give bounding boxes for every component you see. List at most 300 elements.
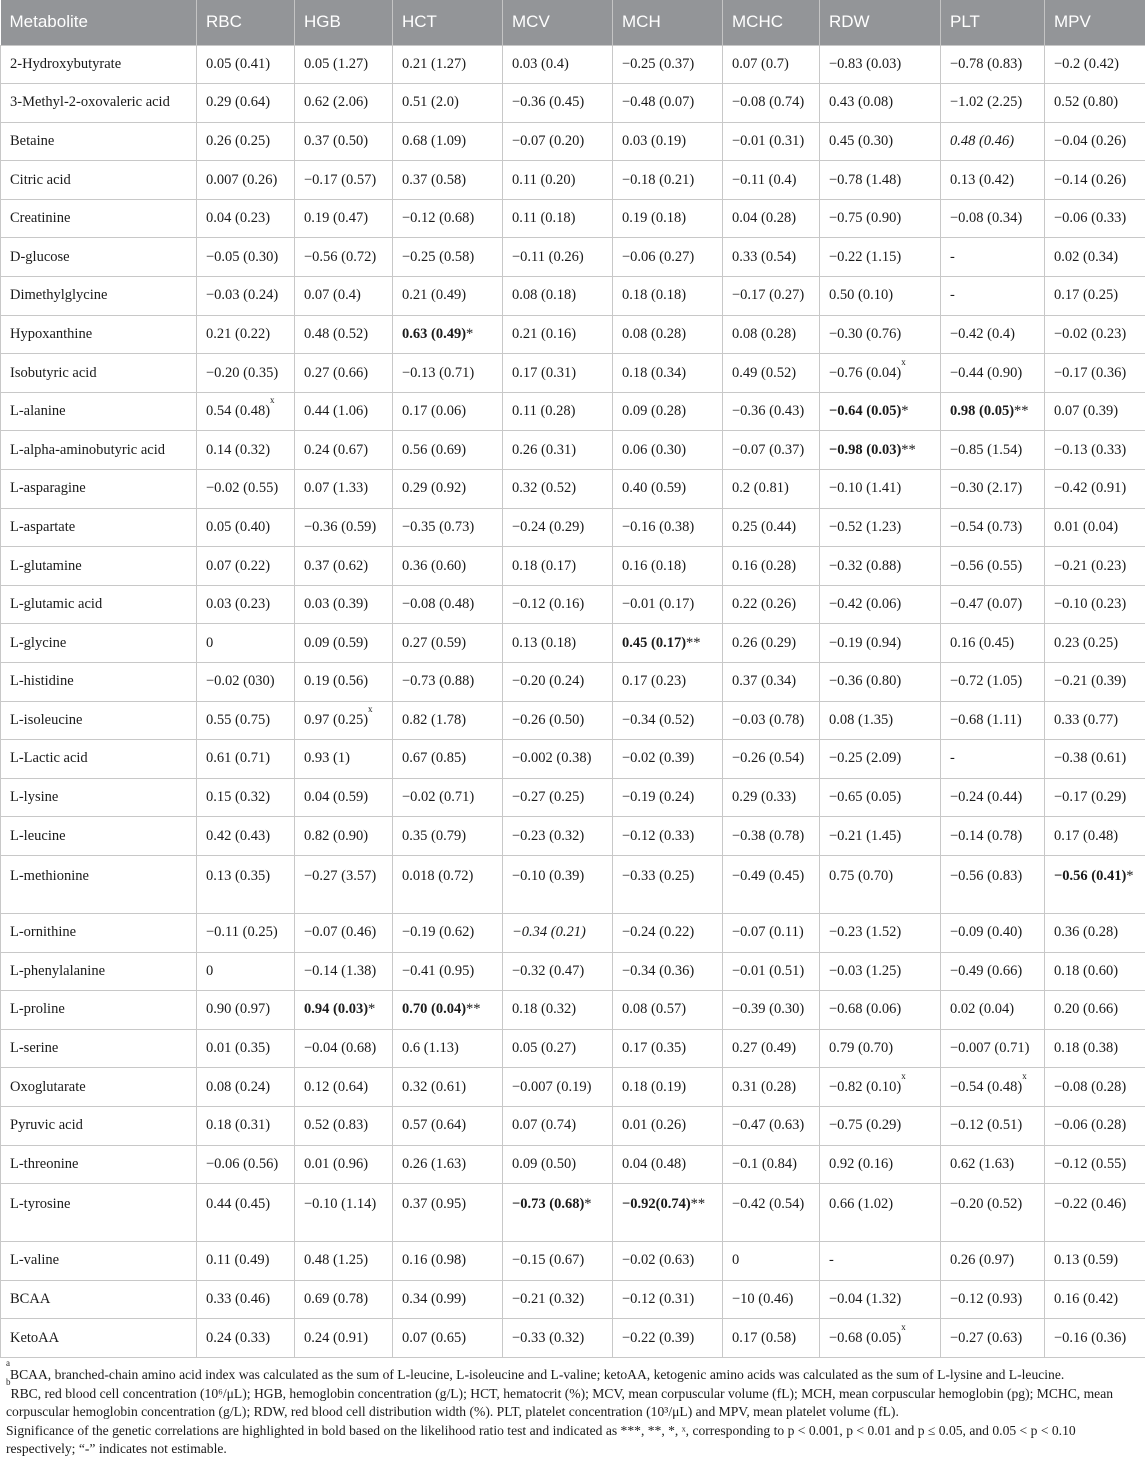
correlation-cell (295, 199, 393, 238)
cell-value: 0.07 (0.22) (206, 557, 271, 574)
correlation-cell (613, 199, 723, 238)
cell-value: −0.02 (030) (206, 673, 275, 690)
correlation-cell (941, 1106, 1045, 1145)
cell-value: −0.54 (0.73) (950, 518, 1023, 535)
correlation-cell (503, 855, 613, 913)
cell-value: 0.75 (0.70) (829, 867, 894, 884)
column-header: MCHC (723, 0, 820, 45)
metabolite-name (1, 1068, 197, 1107)
correlation-cell (613, 1029, 723, 1068)
cell-value: −0.10 (0.39) (512, 867, 585, 884)
column-header: MCV (503, 0, 613, 45)
correlation-cell (1045, 855, 1145, 913)
table-row (1, 84, 1145, 123)
cell-value: L-ornithine (10, 924, 77, 941)
cell-value: 0.42 (0.43) (206, 827, 271, 844)
metabolite-name (1, 1242, 197, 1281)
correlation-cell (941, 913, 1045, 952)
cell-value: 0.13 (0.18) (512, 634, 577, 651)
cell-value: −0.08 (0.74) (732, 94, 805, 111)
cell-value: −0.36 (0.43) (732, 403, 805, 420)
cell-value: −0.41 (0.95) (402, 962, 475, 979)
cell-value: −0.16 (0.36) (1054, 1329, 1127, 1346)
correlation-cell (1045, 1029, 1145, 1068)
correlation-cell (723, 392, 820, 431)
cell-value: −0.12 (0.16) (512, 596, 585, 613)
correlation-cell (723, 952, 820, 991)
metabolite-name (1, 277, 197, 316)
correlation-cell (613, 913, 723, 952)
correlation-cell (1045, 199, 1145, 238)
significance-marker: x (270, 395, 275, 406)
cell-value: −0.06 (0.33) (1054, 210, 1127, 227)
metabolite-name (1, 913, 197, 952)
cell-value: L-aspartate (10, 518, 76, 535)
correlation-cell (820, 122, 941, 161)
cell-value: 0.19 (0.56) (304, 673, 369, 690)
correlation-cell (723, 740, 820, 779)
correlation-cell (1045, 45, 1145, 84)
cell-value: 0.23 (0.25) (1054, 634, 1119, 651)
cell-value: −0.07 (0.20) (512, 132, 585, 149)
correlation-cell (1045, 470, 1145, 509)
correlation-cell (295, 585, 393, 624)
cell-value: 0.13 (0.42) (950, 171, 1015, 188)
significance-marker: x (1022, 1070, 1027, 1081)
metabolite-name (1, 663, 197, 702)
column-header: MPV (1054, 12, 1091, 32)
cell-value: 0.29 (0.64) (206, 94, 271, 111)
cell-value: 0.11 (0.20) (512, 171, 576, 188)
cell-value: −0.47 (0.07) (950, 596, 1023, 613)
correlation-cell (820, 470, 941, 509)
cell-value: −0.01 (0.51) (732, 962, 805, 979)
cell-value: 0.33 (0.77) (1054, 711, 1119, 728)
correlation-cell (295, 1145, 393, 1184)
correlation-cell (197, 1319, 295, 1358)
cell-value: 0.54 (0.48) (206, 403, 271, 420)
significance-marker: x (901, 1070, 906, 1081)
cell-value: 0.07 (0.74) (512, 1117, 577, 1134)
correlation-cell (941, 238, 1045, 277)
cell-value: −1.02 (2.25) (950, 94, 1023, 111)
cell-value: L-threonine (10, 1155, 79, 1172)
cell-value: −0.15 (0.67) (512, 1252, 585, 1269)
correlation-cell (503, 817, 613, 856)
cell-value: −0.12 (0.68) (402, 210, 475, 227)
cell-value: 0.08 (1.35) (829, 711, 894, 728)
cell-value: 0.49 (0.52) (732, 364, 797, 381)
correlation-cell (295, 470, 393, 509)
correlation-cell (941, 701, 1045, 740)
cell-value: 0.03 (0.23) (206, 596, 271, 613)
correlation-cell (613, 238, 723, 277)
correlation-cell (613, 277, 723, 316)
significance-marker: ** (1014, 403, 1029, 420)
cell-value: −0.06 (0.56) (206, 1155, 279, 1172)
correlation-cell (503, 1029, 613, 1068)
correlation-cell (197, 740, 295, 779)
metabolite-name (1, 122, 197, 161)
cell-value: 0.17 (0.58) (732, 1329, 797, 1346)
correlation-cell (1045, 161, 1145, 200)
correlation-cell (197, 1029, 295, 1068)
metabolite-name (1, 1280, 197, 1319)
cell-value: 0.21 (0.49) (402, 287, 467, 304)
correlation-cell (613, 855, 723, 913)
correlation-cell (295, 84, 393, 123)
correlation-cell (613, 701, 723, 740)
correlation-cell (295, 354, 393, 393)
cell-value: −0.34 (0.21) (512, 924, 586, 941)
correlation-cell (393, 238, 503, 277)
cell-value: −0.42 (0.06) (829, 596, 902, 613)
cell-value: −0.48 (0.07) (622, 94, 695, 111)
cell-value: - (950, 287, 955, 304)
correlation-cell (197, 277, 295, 316)
cell-value: 0.01 (0.35) (206, 1040, 271, 1057)
correlation-cell (820, 740, 941, 779)
cell-value: −0.92(0.74) (622, 1196, 691, 1213)
correlation-cell (295, 1029, 393, 1068)
cell-value: −0.06 (0.28) (1054, 1117, 1127, 1134)
metabolite-name (1, 84, 197, 123)
significance-marker: x (901, 356, 906, 367)
cell-value: 0.62 (1.63) (950, 1155, 1015, 1172)
correlation-cell (613, 778, 723, 817)
table-header (1, 0, 1145, 45)
correlation-cell (820, 1029, 941, 1068)
cell-value: 0.18 (0.19) (622, 1078, 687, 1095)
cell-value: KetoAA (10, 1329, 60, 1346)
cell-value: −0.05 (0.30) (206, 248, 279, 265)
cell-value: −0.06 (0.27) (622, 248, 695, 265)
cell-value: 0.09 (0.50) (512, 1155, 577, 1172)
cell-value: −0.32 (0.47) (512, 962, 585, 979)
correlation-cell (941, 45, 1045, 84)
cell-value: −0.19 (0.24) (622, 789, 695, 806)
cell-value: Hypoxanthine (10, 325, 93, 342)
cell-value: −0.17 (0.57) (304, 171, 377, 188)
cell-value: 0.45 (0.17) (622, 634, 687, 651)
cell-value: Creatinine (10, 210, 71, 227)
cell-value: −0.36 (0.80) (829, 673, 902, 690)
cell-value: 2-Hydroxybutyrate (10, 55, 122, 72)
correlation-cell (723, 1242, 820, 1281)
correlation-cell (820, 778, 941, 817)
cell-value: −0.02 (0.71) (402, 789, 475, 806)
column-header: RDW (820, 0, 941, 45)
cell-value: −0.64 (0.05) (829, 403, 902, 420)
cell-value: 0.15 (0.32) (206, 789, 271, 806)
correlation-cell (197, 855, 295, 913)
cell-value: 0.48 (0.46) (950, 132, 1015, 149)
cell-value: 0.09 (0.28) (622, 403, 687, 420)
cell-value: 0.04 (0.28) (732, 210, 797, 227)
cell-value: −0.38 (0.78) (732, 827, 805, 844)
table-row (1, 1068, 1145, 1107)
correlation-cell (503, 1280, 613, 1319)
cell-value: 0.22 (0.26) (732, 596, 797, 613)
metabolite-name (1, 470, 197, 509)
cell-value: 0.27 (0.49) (732, 1040, 797, 1057)
cell-value: −0.83 (0.03) (829, 55, 902, 72)
metabolite-name (1, 952, 197, 991)
correlation-cell (197, 701, 295, 740)
correlation-cell (197, 1145, 295, 1184)
cell-value: BCAA (10, 1291, 51, 1308)
correlation-cell (941, 161, 1045, 200)
significance-marker: * (1126, 867, 1134, 884)
cell-value: 0.56 (0.69) (402, 441, 467, 458)
correlation-cell (820, 817, 941, 856)
correlation-cell (503, 547, 613, 586)
correlation-cell (393, 855, 503, 913)
cell-value: 0.57 (0.64) (402, 1117, 467, 1134)
correlation-cell (1045, 1106, 1145, 1145)
correlation-cell (503, 1145, 613, 1184)
cell-value: 0.16 (0.42) (1054, 1291, 1119, 1308)
correlation-cell (393, 161, 503, 200)
cell-value: 0.03 (0.19) (622, 132, 687, 149)
correlation-cell (295, 778, 393, 817)
table-row (1, 547, 1145, 586)
correlation-cell (941, 663, 1045, 702)
correlation-cell (723, 1319, 820, 1358)
table-row (1, 855, 1145, 913)
cell-value: −0.78 (0.83) (950, 55, 1023, 72)
correlation-cell (393, 354, 503, 393)
correlation-cell (1045, 1319, 1145, 1358)
cell-value: 0.6 (1.13) (402, 1040, 459, 1057)
correlation-cell (820, 199, 941, 238)
correlation-cell (197, 585, 295, 624)
cell-value: 0.07 (0.7) (732, 55, 789, 72)
correlation-cell (393, 913, 503, 952)
correlation-cell (295, 855, 393, 913)
correlation-cell (1045, 315, 1145, 354)
correlation-cell (723, 701, 820, 740)
correlation-cell (723, 991, 820, 1030)
correlation-cell (941, 1280, 1045, 1319)
correlation-cell (723, 778, 820, 817)
cell-value: 0.05 (0.41) (206, 55, 271, 72)
correlation-cell (941, 277, 1045, 316)
correlation-cell (197, 431, 295, 470)
correlation-cell (503, 161, 613, 200)
correlation-cell (820, 547, 941, 586)
cell-value: −0.75 (0.90) (829, 210, 902, 227)
correlation-cell (1045, 1068, 1145, 1107)
cell-value: −0.22 (0.39) (622, 1329, 695, 1346)
correlation-cell (393, 84, 503, 123)
cell-value: −0.1 (0.84) (732, 1155, 797, 1172)
cell-value: −0.01 (0.17) (622, 596, 695, 613)
correlation-cell (820, 354, 941, 393)
cell-value: −0.02 (0.63) (622, 1252, 695, 1269)
column-header: HCT (393, 0, 503, 45)
correlation-cell (613, 161, 723, 200)
cell-value: 0.07 (0.65) (402, 1329, 467, 1346)
cell-value: 0.01 (0.96) (304, 1155, 369, 1172)
cell-value: −0.36 (0.59) (304, 518, 377, 535)
cell-value: −0.24 (0.29) (512, 518, 585, 535)
cell-value: 0.16 (0.45) (950, 634, 1015, 651)
correlation-cell (393, 1145, 503, 1184)
cell-value: 0.35 (0.79) (402, 827, 467, 844)
correlation-cell (503, 991, 613, 1030)
cell-value: −0.73 (0.88) (402, 673, 475, 690)
significance-marker: ** (690, 1196, 706, 1213)
correlation-cell (723, 1068, 820, 1107)
cell-value: 0.2 (0.81) (732, 480, 789, 497)
correlation-cell (613, 1068, 723, 1107)
cell-value: −0.47 (0.63) (732, 1117, 805, 1134)
cell-value: 0.26 (0.31) (512, 441, 577, 458)
cell-value: 0.34 (0.99) (402, 1291, 467, 1308)
correlation-cell (197, 1280, 295, 1319)
cell-value: 0.82 (0.90) (304, 827, 369, 844)
correlation-cell (503, 277, 613, 316)
cell-value: −0.82 (0.10) (829, 1078, 902, 1095)
correlation-cell (723, 817, 820, 856)
correlation-cell (197, 508, 295, 547)
correlation-cell (613, 84, 723, 123)
cell-value: 0.16 (0.18) (622, 557, 687, 574)
correlation-cell (723, 238, 820, 277)
correlation-cell (941, 817, 1045, 856)
correlation-cell (820, 84, 941, 123)
correlation-cell (613, 952, 723, 991)
cell-value: 0.20 (0.66) (1054, 1001, 1119, 1018)
correlation-cell (295, 663, 393, 702)
cell-value: 0.61 (0.71) (206, 750, 271, 767)
cell-value: −0.17 (0.29) (1054, 789, 1127, 806)
cell-value: Citric acid (10, 171, 71, 188)
cell-value: −0.07 (0.37) (732, 441, 805, 458)
cell-value: 0.25 (0.44) (732, 518, 797, 535)
cell-value: −0.68 (0.06) (829, 1001, 902, 1018)
footnote-b-mark: b (6, 1376, 11, 1387)
cell-value: −0.11 (0.4) (732, 171, 797, 188)
correlation-cell (503, 315, 613, 354)
correlation-cell (723, 431, 820, 470)
cell-value: −0.23 (1.52) (829, 924, 902, 941)
cell-value: 0.94 (0.03) (304, 1001, 369, 1018)
cell-value: 0.17 (0.23) (622, 673, 687, 690)
significance-marker: * (584, 1196, 592, 1213)
cell-value: 0.27 (0.66) (304, 364, 369, 381)
correlation-cell (295, 431, 393, 470)
correlation-cell (613, 585, 723, 624)
metabolite-name (1, 508, 197, 547)
correlation-cell (503, 663, 613, 702)
correlation-cell (1045, 952, 1145, 991)
cell-value: 0.45 (0.30) (829, 132, 894, 149)
cell-value: 0.37 (0.50) (304, 132, 369, 149)
correlation-cell (295, 1319, 393, 1358)
cell-value: −0.26 (0.50) (512, 711, 585, 728)
correlation-cell (1045, 663, 1145, 702)
correlation-cell (941, 1029, 1045, 1068)
correlation-cell (820, 855, 941, 913)
cell-value: −0.02 (0.55) (206, 480, 279, 497)
cell-value: L-tyrosine (10, 1196, 71, 1213)
cell-value: −0.03 (0.78) (732, 711, 805, 728)
cell-value: 0.07 (1.33) (304, 480, 369, 497)
metabolite-name (1, 161, 197, 200)
correlation-cell (197, 991, 295, 1030)
correlation-cell (820, 1184, 941, 1242)
correlation-cell (941, 585, 1045, 624)
correlation-cell (1045, 740, 1145, 779)
correlation-cell (197, 45, 295, 84)
table-row (1, 701, 1145, 740)
table-row (1, 778, 1145, 817)
cell-value: 0.26 (0.97) (950, 1252, 1015, 1269)
metabolite-name (1, 991, 197, 1030)
cell-value: 0.21 (1.27) (402, 55, 467, 72)
cell-value: −0.72 (1.05) (950, 673, 1023, 690)
correlation-cell (503, 1319, 613, 1358)
cell-value: 0.43 (0.08) (829, 94, 894, 111)
correlation-cell (295, 392, 393, 431)
correlation-cell (1045, 585, 1145, 624)
correlation-cell (393, 547, 503, 586)
correlation-cell (941, 778, 1045, 817)
cell-value: −0.13 (0.71) (402, 364, 475, 381)
cell-value: 3-Methyl-2-oxovaleric acid (10, 94, 170, 111)
cell-value: 0.62 (2.06) (304, 94, 369, 111)
cell-value: 0.37 (0.62) (304, 557, 369, 574)
correlation-cell (723, 277, 820, 316)
cell-value: 0.01 (0.04) (1054, 518, 1119, 535)
correlation-cell (197, 624, 295, 663)
cell-value: 0.08 (0.24) (206, 1078, 271, 1095)
cell-value: 0.007 (0.26) (206, 171, 278, 188)
cell-value: 0.18 (0.32) (512, 1001, 577, 1018)
correlation-cell (613, 470, 723, 509)
correlation-cell (295, 277, 393, 316)
correlation-cell (393, 392, 503, 431)
cell-value: −0.20 (0.35) (206, 364, 279, 381)
correlation-cell (941, 1068, 1045, 1107)
correlation-cell (295, 547, 393, 586)
correlation-cell (295, 913, 393, 952)
metabolite-name (1, 1184, 197, 1242)
correlation-cell (197, 1184, 295, 1242)
cell-value: −0.56 (0.72) (304, 248, 377, 265)
cell-value: L-glutamine (10, 557, 82, 574)
cell-value: −0.30 (2.17) (950, 480, 1023, 497)
cell-value: 0.26 (1.63) (402, 1155, 467, 1172)
correlation-cell (613, 1184, 723, 1242)
correlation-cell (295, 161, 393, 200)
cell-value: 0.29 (0.92) (402, 480, 467, 497)
correlation-cell (820, 585, 941, 624)
cell-value: 0.19 (0.18) (622, 210, 687, 227)
correlation-cell (941, 315, 1045, 354)
correlation-cell (393, 431, 503, 470)
table-row (1, 1242, 1145, 1281)
correlation-cell (820, 624, 941, 663)
correlation-cell (295, 45, 393, 84)
correlation-cell (295, 1242, 393, 1281)
cell-value: 0.37 (0.34) (732, 673, 797, 690)
correlation-cell (613, 817, 723, 856)
cell-value: 0.24 (0.33) (206, 1329, 271, 1346)
cell-value: 0.05 (0.40) (206, 518, 271, 535)
